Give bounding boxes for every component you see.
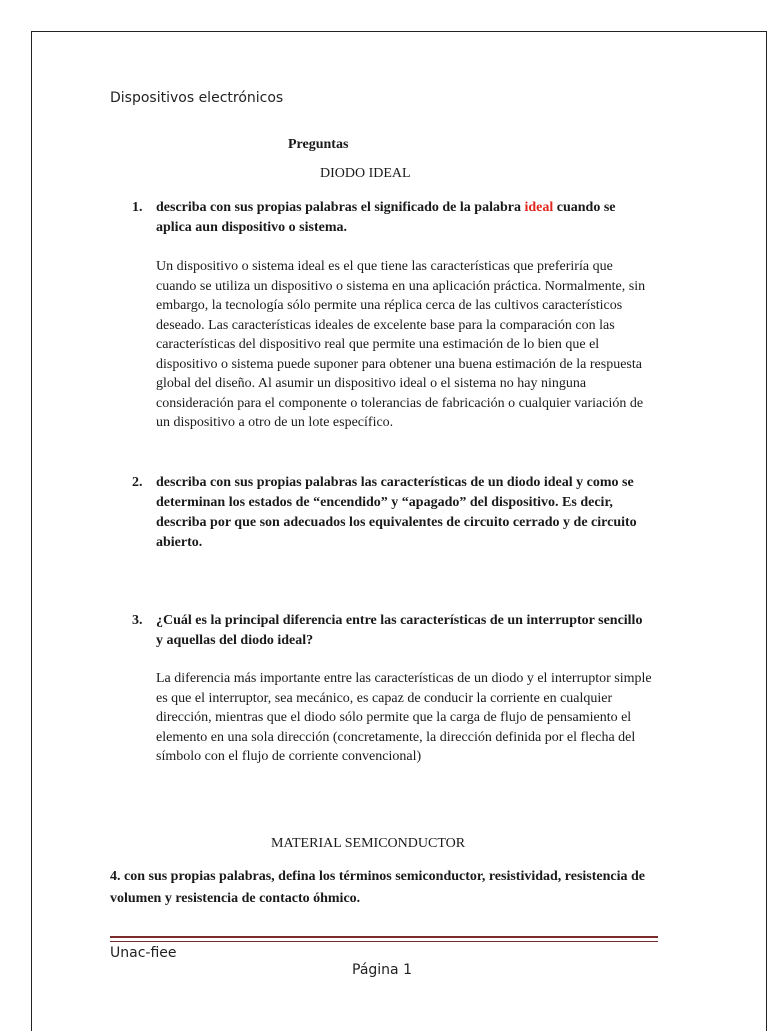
question-number: 1. (132, 200, 143, 215)
question-text: describa con sus propias palabras el significado de la palabra ideal cuando se aplica aun dispositivo o sistema. (156, 200, 616, 235)
question-2 (132, 473, 652, 553)
footer-text: Unac-fiee (110, 945, 177, 961)
question-number: 3. (132, 613, 143, 628)
question-4: 4. con sus propias palabras, defina los términos semiconductor, resistividad, resistencia de volumen y resistencia de contacto óhmico. (110, 869, 646, 906)
page-header: Dispositivos electrónicos (110, 90, 284, 106)
section-title-diodo-ideal: DIODO IDEAL (320, 166, 411, 181)
question-3 (132, 611, 652, 651)
question-text: describa con sus propias palabras las características de un diodo ideal y como se determinan los estados de “encendido” y “apagado” del dispositivo. Es decir, describa por que son adecuados los equivalentes de circuito cerrado y de circuito abierto. (156, 475, 637, 550)
answer-3: La diferencia más importante entre las características de un diodo y el interruptor simple es que el interruptor, sea mecánico, es capaz de conducir la corriente en cualquier dirección, mientras que el diodo sólo permite que la carga de flujo de pensamiento el elemento en una sola dirección (concretamente, la dirección definida por el flecha del símbolo con el flujo de corriente convencional) (156, 671, 652, 764)
answer-1: Un dispositivo o sistema ideal es el que tiene las características que preferiría que cuando se utiliza un dispositivo o sistema en una aplicación práctica. Normalmente, sin embargo, la tecnología sólo permite una réplica cerca de las cultivos característicos deseado. Las características ideales de excelente base para la comparación con las características del dispositivo real que permite una estimación de lo bien que el dispositivo o sistema puede suponer para obtener una buena estimación de la respuesta global del diseño. Al asumir un dispositivo ideal o el sistema no hay ninguna consideración para el componente o tolerancias de fabricación o cualquier variación de un dispositivo a otro de un lote específico. (156, 259, 646, 430)
question-1 (132, 198, 652, 238)
question-number: 2. (132, 475, 143, 490)
footer-rule (110, 936, 658, 938)
page-number: Página 1 (352, 962, 412, 978)
footer-rule-thin (110, 941, 658, 942)
section-subtitle: Preguntas (288, 137, 349, 152)
highlight-word: ideal (524, 200, 554, 215)
section-title-material-semiconductor: MATERIAL SEMICONDUCTOR (271, 836, 466, 851)
question-text: ¿Cuál es la principal diferencia entre las características de un interruptor sencillo y aquellas del diodo ideal? (156, 613, 643, 648)
